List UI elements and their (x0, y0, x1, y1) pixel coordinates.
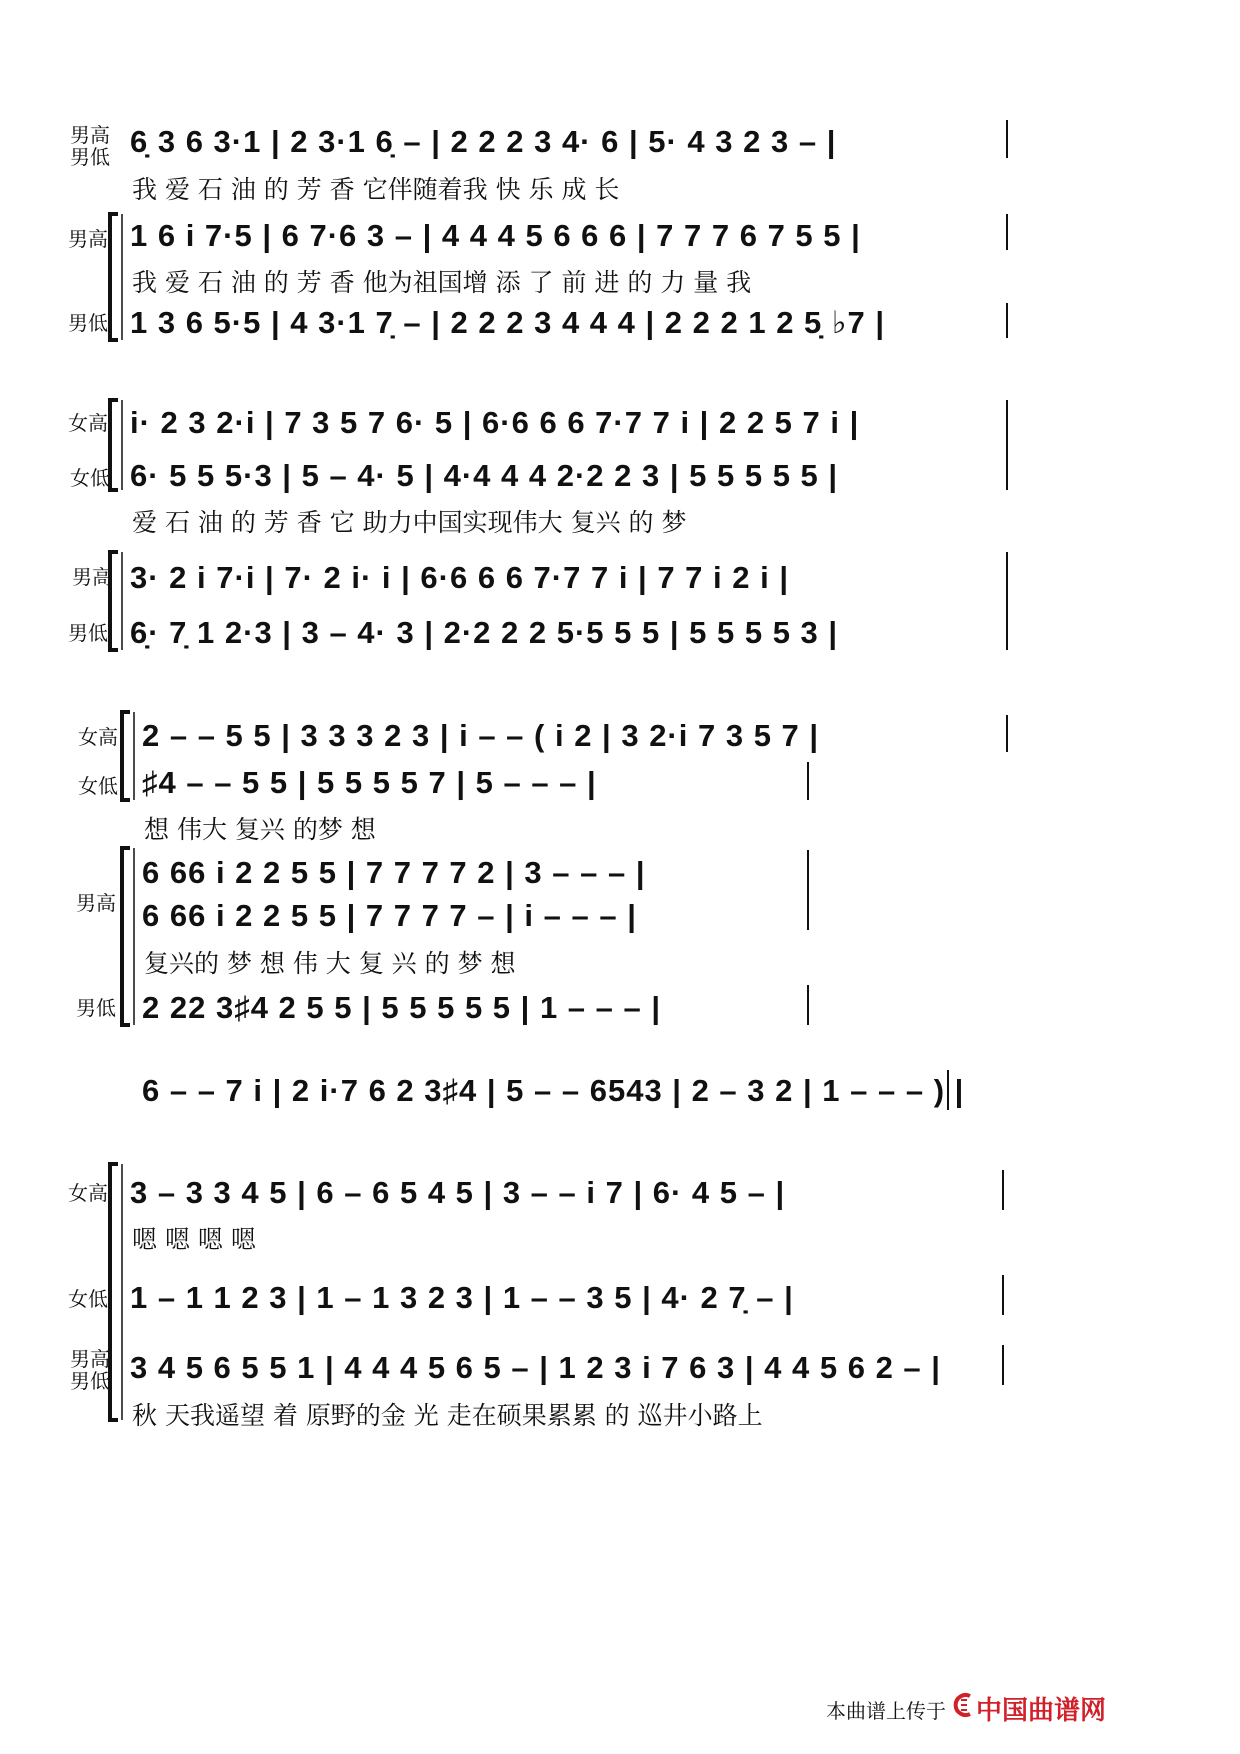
notes-row: 3· 2 i 7·i | 7· 2 i· i | 6·6 6 6 7·7 7 i | 7 7 i 2 i | (130, 560, 790, 595)
lyrics-row: 想 伟大 复兴 的梦 想 (144, 815, 376, 844)
voice-label-tenor-bass: 男高 男低 (70, 1347, 110, 1393)
voice-label-tenor: 男高 (72, 565, 112, 589)
notes-row: i· 2 3 2·i | 7 3 5 7 6· 5 | 6·6 6 6 7·7 7 i | 2 2 5 7 i | (130, 405, 860, 440)
lyrics-row: 爱 石 油 的 芳 香 它 助力中国实现伟大 复兴 的 梦 (132, 508, 687, 537)
voice-label-tenor-bass: 男高 男低 (70, 123, 110, 169)
notes-row: 2 22 3♯4 2 5 5 | 5 5 5 5 5 | 1 – – – | (142, 990, 662, 1025)
notes-row: 2 – – 5 5 | 3 3 3 2 3 | i – – ( i 2 | 3 2·i 7 3 5 7 | (142, 718, 820, 753)
voice-label-soprano: 女高 (78, 725, 118, 749)
notes-row: 6̣· 7̣ 1 2·3 | 3 – 4· 3 | 2·2 2 2 5·5 5 5 | 5 5 5 5 3 | (130, 615, 839, 650)
voice-label-bass: 男低 (68, 621, 108, 645)
footer-brand: 中国曲谱网 (976, 1696, 1107, 1726)
notes-row: ♯4 – – 5 5 | 5 5 5 5 7 | 5 – – – | (142, 765, 597, 800)
notes-row: 3 – 3 3 4 5 | 6 – 6 5 4 5 | 3 – – i 7 | 6· 4 5 – | (130, 1175, 786, 1210)
notes-row: 1 – 1 1 2 3 | 1 – 1 3 2 3 | 1 – – 3 5 | 4· 2 7̣ – | (130, 1280, 794, 1315)
voice-label-soprano: 女高 (68, 1181, 108, 1205)
voice-label-alto: 女低 (70, 466, 110, 490)
lyrics-row: 我 爱 石 油 的 芳 香 它伴随着我 快 乐 成 长 (132, 175, 620, 204)
notes-row: 1 3 6 5·5 | 4 3·1 7̣ – | 2 2 2 3 4 4 4 | 2 2 2 1 2 5̣ ♭7 | (130, 305, 886, 340)
notes-row: 6 66 i 2 2 5 5 | 7 7 7 7 – | i – – – | (142, 898, 637, 933)
notes-row: 6 66 i 2 2 5 5 | 7 7 7 7 2 | 3 – – – | (142, 855, 646, 890)
lyrics-row: 复兴的 梦 想 伟 大 复 兴 的 梦 想 (144, 949, 516, 978)
voice-label-alto: 女低 (68, 1287, 108, 1311)
lyrics-row: 我 爱 石 油 的 芳 香 他为祖国增 添 了 前 进 的 力 量 我 (132, 268, 752, 297)
voice-label-alto: 女低 (78, 774, 118, 798)
lyrics-row: 嗯 嗯 嗯 嗯 (132, 1225, 256, 1254)
voice-label-tenor: 男高 (68, 227, 108, 251)
voice-label-tenor: 男高 (76, 891, 116, 915)
footer-upload-text: 本曲谱上传于 (826, 1699, 946, 1723)
interlude-notes: 6 – – 7 i | 2 i·7 6 2 3♯4 | 5 – – 6543 | 2 – 3 2 | 1 – – – ) | (142, 1073, 965, 1108)
notes-row: 6̣ 3 6 3·1 | 2 3·1 6̣ – | 2 2 2 3 4· 6 | 5· 4 3 2 3 – | (130, 124, 837, 159)
voice-label-soprano: 女高 (68, 411, 108, 435)
notes-row: 6· 5 5 5·3 | 5 – 4· 5 | 4·4 4 4 2·2 2 3 | 5 5 5 5 5 | (130, 458, 839, 493)
notes-row: 3 4 5 6 5 5 1 | 4 4 4 5 6 5 – | 1 2 3 i 7 6 3 | 4 4 5 6 2 – | (130, 1350, 941, 1385)
lyrics-row: 秋 天我遥望 着 原野的金 光 走在硕果累累 的 巡井小路上 (132, 1401, 763, 1430)
voice-label-bass: 男低 (68, 311, 108, 335)
notes-row: 1 6 i 7·5 | 6 7·6 3 – | 4 4 4 5 6 6 6 | 7 7 7 6 7 5 5 | (130, 218, 861, 253)
voice-label-bass: 男低 (76, 996, 116, 1020)
